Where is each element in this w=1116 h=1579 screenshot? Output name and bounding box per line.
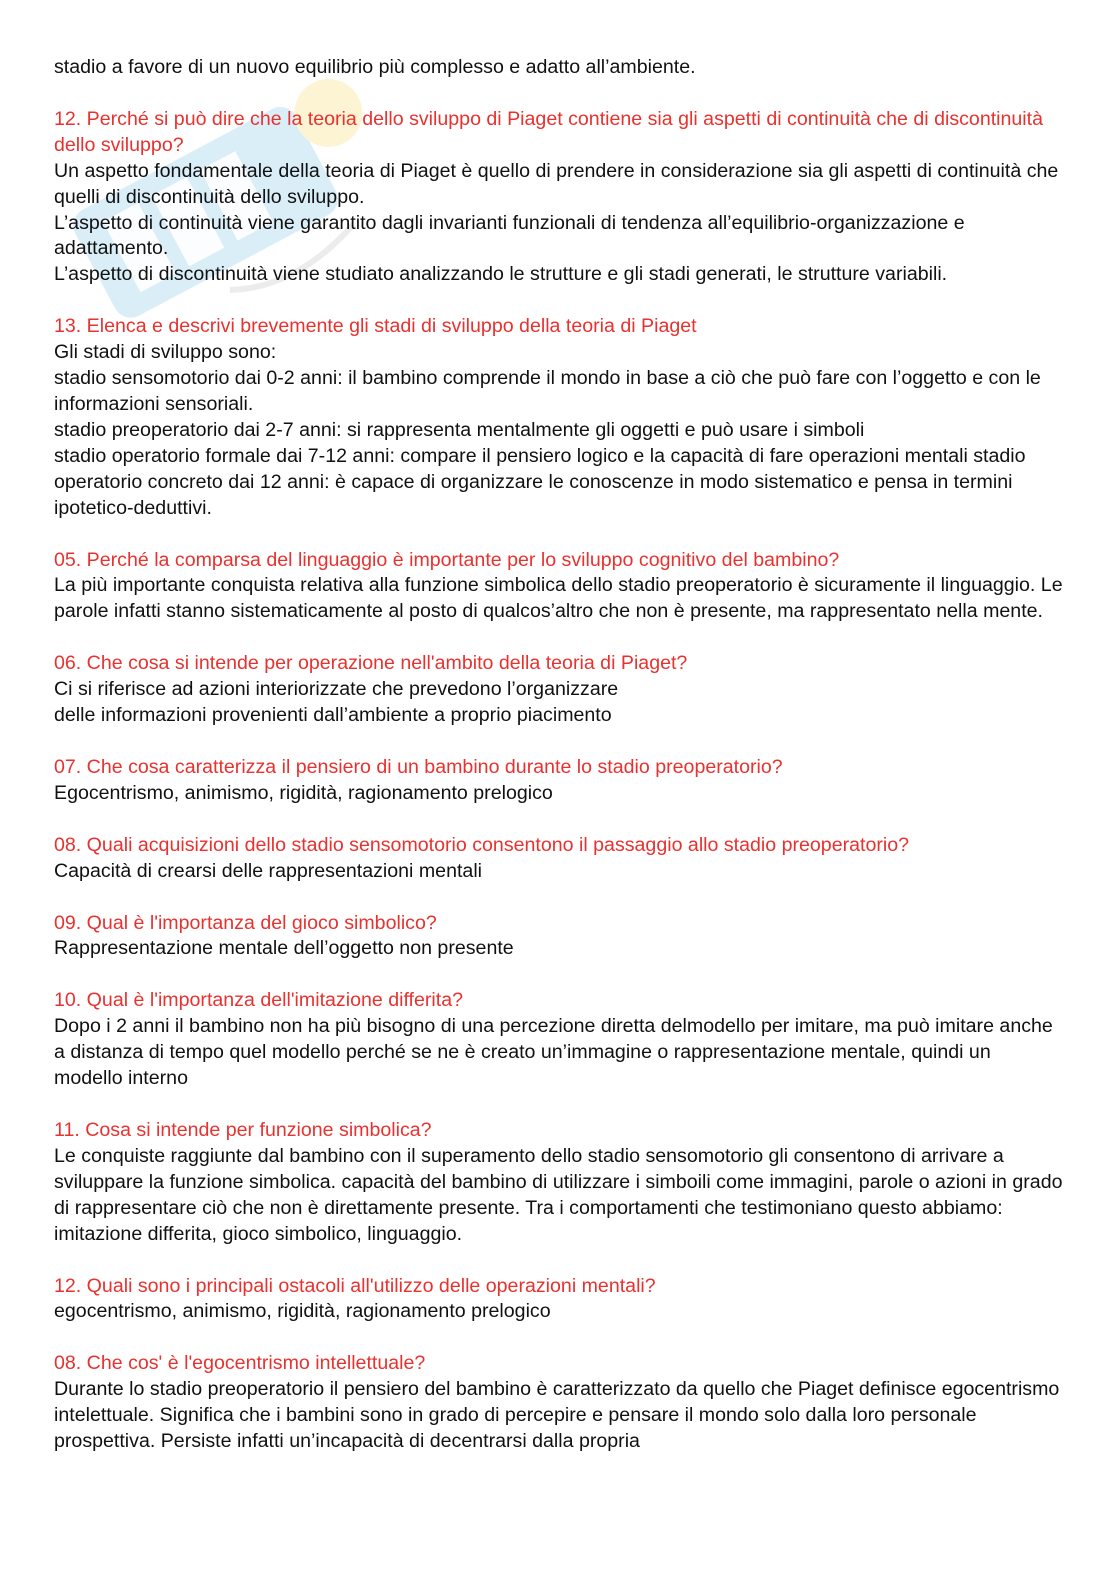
qa-section-symbolic-function xyxy=(54,1118,1064,1248)
answer-paragraph: Le conquiste raggiunte dal bambino con il superamento dello stadio sensomotorio gli consentono di arrivare a sviluppare la funzione simbolica. capacità del bambino di utilizzare i simboili come immagini, parole o azioni in grado di rappresentare ciò che non è direttamente presente. Tra i comportamenti che testimoniano questo abbiamo: imitazione differita, gioco simbolico, linguaggio. xyxy=(54,1144,1063,1245)
document-page xyxy=(54,55,1064,1455)
answer-paragraph: La più importante conquista relativa alla funzione simbolica dello stadio preoperatorio è sicuramente il linguaggio. Le parole infatti stanno sistematicamente al posto di qualcos’altro che non è presente, ma rappresentato nella mente. xyxy=(54,574,1063,623)
question-heading: 08. Che cos' è l'egocentrismo intellettuale? xyxy=(54,1352,426,1375)
question-heading: 10. Qual è l'importanza dell'imitazione differita? xyxy=(54,989,464,1012)
question-heading: 13. Elenca e descrivi brevemente gli stadi di sviluppo della teoria di Piaget xyxy=(54,315,697,338)
answer-paragraph: Un aspetto fondamentale della teoria di Piaget è quello di prendere in considerazione sia gli aspetti di continuità che quelli di discontinuità dello sviluppo. xyxy=(54,159,1059,208)
question-heading: 08. Quali acquisizioni dello stadio sensomotorio consentono il passaggio allo stadio preoperatorio? xyxy=(54,833,910,856)
answer-paragraph: Durante lo stadio preoperatorio il pensiero del bambino è caratterizzato da quello che Piaget definisce egocentrismo intelettuale. Significa che i bambini sono in grado di percepire e pensare il mondo solo dalla loro personale prospettiva. Persiste infatti un’incapacità di decentrarsi dalla propria xyxy=(54,1378,1060,1453)
qa-section-language xyxy=(54,548,1064,626)
question-heading: 12. Perché si può dire che la teoria dello sviluppo di Piaget contiene sia gli aspetti di continuità che di discontinuità dello sviluppo? xyxy=(54,107,1044,156)
qa-section-obstacles xyxy=(54,1274,1064,1326)
answer-paragraph: L’aspetto di discontinuità viene studiato analizzando le strutture e gli stadi generati, le strutture variabili. xyxy=(54,263,948,286)
question-heading: 07. Che cosa caratterizza il pensiero di un bambino durante lo stadio preoperatorio? xyxy=(54,755,783,778)
answer-paragraph: Dopo i 2 anni il bambino non ha più bisogno di una percezione diretta delmodello per imitare, ma può imitare anche a distanza di tempo quel modello perché se ne è creato un’immagine o rappresentazione mentale, quindi un modello interno xyxy=(54,1015,1053,1090)
question-heading: 05. Perché la comparsa del linguaggio è importante per lo sviluppo cognitivo del bambino? xyxy=(54,548,840,571)
answer-paragraph: stadio operatorio formale dai 7-12 anni: compare il pensiero logico e la capacità di fare operazioni mentali stadio operatorio concreto dai 12 anni: è capace di organizzare le conoscenze in modo sistematico e pensa in termini ipotetico-deduttivi. xyxy=(54,444,1026,519)
qa-section-transition xyxy=(54,833,1064,885)
question-heading: 12. Quali sono i principali ostacoli all'utilizzo delle operazioni mentali? xyxy=(54,1274,656,1297)
qa-section-stages xyxy=(54,314,1064,521)
question-heading: 11. Cosa si intende per funzione simbolica? xyxy=(54,1119,432,1141)
answer-paragraph: Egocentrismo, animismo, rigidità, ragionamento prelogico xyxy=(54,781,553,804)
answer-paragraph: Ci si riferisce ad azioni interiorizzate che prevedono l’organizzare xyxy=(54,678,619,701)
qa-section-operation xyxy=(54,651,1064,729)
question-heading: 06. Che cosa si intende per operazione nell'ambito della teoria di Piaget? xyxy=(54,652,688,675)
question-heading: 09. Qual è l'importanza del gioco simbolico? xyxy=(54,911,437,934)
answer-paragraph: L’aspetto di continuità viene garantito dagli invarianti funzionali di tendenza all’equilibrio-organizzazione e adattamento. xyxy=(54,211,965,260)
qa-section-symbolic-play xyxy=(54,911,1064,963)
lead-paragraph: stadio a favore di un nuovo equilibrio più complesso e adatto all’ambiente. xyxy=(54,56,696,78)
answer-paragraph: Rappresentazione mentale dell’oggetto non presente xyxy=(54,937,514,960)
answer-paragraph: stadio sensomotorio dai 0-2 anni: il bambino comprende il mondo in base a ciò che può fare con l’oggetto e con le informazioni sensoriali. xyxy=(54,367,1041,415)
answer-paragraph: egocentrismo, animismo, rigidità, ragionamento prelogico xyxy=(54,1300,551,1323)
qa-section-continuity xyxy=(54,107,1064,288)
answer-paragraph: Capacità di crearsi delle rappresentazioni mentali xyxy=(54,859,483,882)
qa-section-deferred-imitation xyxy=(54,988,1064,1092)
answer-paragraph: stadio preoperatorio dai 2-7 anni: si rappresenta mentalmente gli oggetti e può usare i simboli xyxy=(54,418,865,441)
answer-paragraph: Gli stadi di sviluppo sono: xyxy=(54,341,277,364)
qa-section-preoperational-thought xyxy=(54,755,1064,807)
qa-section-egocentrism xyxy=(54,1351,1064,1455)
answer-paragraph: delle informazioni provenienti dall’ambiente a proprio piacimento xyxy=(54,704,612,727)
